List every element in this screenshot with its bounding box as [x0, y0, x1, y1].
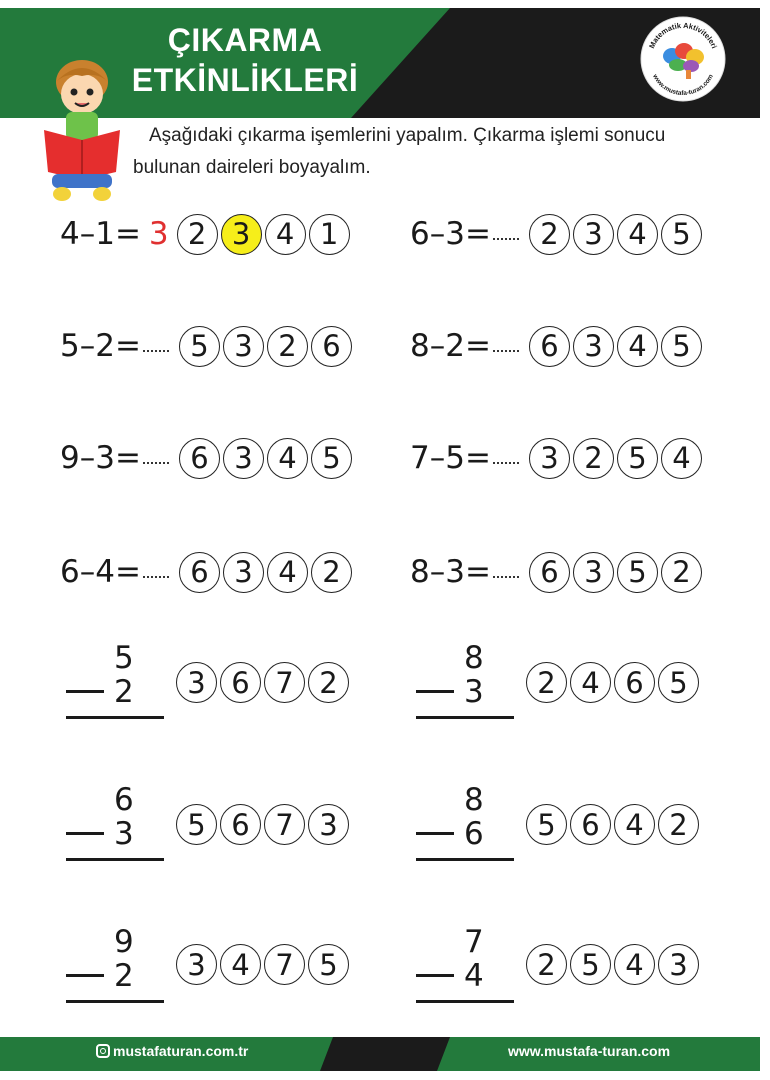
answer-options: [179, 326, 355, 367]
answer-options: [526, 804, 702, 845]
answer-circle[interactable]: 2: [177, 214, 218, 255]
problem-expression: 9–3=: [60, 440, 141, 476]
answer-line[interactable]: [66, 1000, 164, 1003]
answer-circle[interactable]: 5: [661, 214, 702, 255]
instagram-icon: [96, 1044, 110, 1058]
problem-expression: 6–4=: [60, 554, 141, 590]
answer-circle[interactable]: 5: [311, 438, 352, 479]
instruction-text: [133, 120, 743, 184]
answer-circle[interactable]: 3: [308, 804, 349, 845]
minuend: 9: [114, 924, 134, 960]
answer-circle[interactable]: 7: [264, 944, 305, 985]
page-title-line1: ÇIKARMA: [167, 22, 323, 58]
answer-options: [177, 214, 353, 255]
instruction-line1: Aşağıdaki çıkarma işemlerini yapalım. Çıkarma işlemi sonucu: [149, 125, 666, 146]
subtrahend: 3: [114, 816, 134, 852]
problem-row: [60, 548, 355, 596]
answer-blank[interactable]: [143, 566, 169, 578]
answer-circle[interactable]: 5: [179, 326, 220, 367]
answer-circle[interactable]: 2: [658, 804, 699, 845]
answer-blank[interactable]: [143, 452, 169, 464]
answer-circle[interactable]: 6: [220, 662, 261, 703]
answer-circle[interactable]: 5: [661, 326, 702, 367]
answer-options: [176, 804, 352, 845]
answer-circle[interactable]: 5: [308, 944, 349, 985]
answer-options: [526, 662, 702, 703]
problem-expression: 8–2=: [410, 328, 491, 364]
boy-reading-book-icon: [32, 52, 132, 214]
answer-circle[interactable]: 4: [617, 326, 658, 367]
answer-circle[interactable]: 3: [223, 438, 264, 479]
vertical-problem: [64, 782, 164, 862]
problem-row: [60, 322, 355, 370]
minuend: 7: [464, 924, 484, 960]
problem-row: [410, 548, 705, 596]
problem-expression: 6–3=: [410, 216, 491, 252]
subtrahend: 4: [464, 958, 484, 994]
answer-circle[interactable]: 3: [223, 326, 264, 367]
answer-circle[interactable]: 5: [526, 804, 567, 845]
answer-line[interactable]: [66, 858, 164, 861]
subtrahend: 6: [464, 816, 484, 852]
logo-text-top: Matematik Aktiviteleri: [647, 20, 719, 50]
minus-sign: [66, 974, 104, 977]
answer-circle[interactable]: 3: [573, 214, 614, 255]
answer-circle[interactable]: 3: [573, 326, 614, 367]
answer-options: [526, 944, 702, 985]
answer-circle[interactable]: 6: [529, 552, 570, 593]
answer-circle[interactable]: 5: [570, 944, 611, 985]
answer-options: [529, 552, 705, 593]
vertical-problem: [414, 640, 514, 720]
problem-row: [60, 210, 353, 258]
answer-circle[interactable]: 2: [526, 944, 567, 985]
answer-circle[interactable]: 6: [529, 326, 570, 367]
answer-circle[interactable]: 2: [573, 438, 614, 479]
answer-circle[interactable]: 4: [265, 214, 306, 255]
answer-circle[interactable]: 4: [614, 804, 655, 845]
answer-blank[interactable]: [493, 340, 519, 352]
answer-blank[interactable]: [143, 340, 169, 352]
page-title-line2: ETKİNLİKLERİ: [131, 62, 359, 98]
problem-row: [410, 434, 705, 482]
logo-text-bottom: www.mustafa-turan.com: [651, 73, 715, 98]
answer-circle[interactable]: 3: [658, 944, 699, 985]
problem-expression: 8–3=: [410, 554, 491, 590]
problem-expression: 7–5=: [410, 440, 491, 476]
subtrahend: 2: [114, 674, 134, 710]
answer-circle[interactable]: 2: [308, 662, 349, 703]
answer-circle[interactable]: 4: [220, 944, 261, 985]
answer-circle[interactable]: 3: [176, 662, 217, 703]
problem-expression: 4–1=: [60, 216, 141, 252]
answer-circle[interactable]: 1: [309, 214, 350, 255]
minuend: 8: [464, 640, 484, 676]
minus-sign: [66, 690, 104, 693]
footer-website-link[interactable]: www.mustafa-turan.com: [508, 1043, 671, 1059]
problem-row: [60, 434, 355, 482]
problem-expression: 5–2=: [60, 328, 141, 364]
answer-line[interactable]: [66, 716, 164, 719]
answer-circle[interactable]: 5: [617, 552, 658, 593]
answer-options: [529, 438, 705, 479]
minus-sign: [416, 690, 454, 693]
answer-circle[interactable]: 7: [264, 804, 305, 845]
minus-sign: [416, 832, 454, 835]
minuend: 6: [114, 782, 134, 818]
answer-line[interactable]: [416, 1000, 514, 1003]
answer-line[interactable]: [416, 858, 514, 861]
answer-circle[interactable]: 4: [267, 552, 308, 593]
answer-circle-highlighted[interactable]: 3: [221, 214, 262, 255]
brain-icon: [640, 16, 726, 102]
answer-options: [176, 662, 352, 703]
footer-instagram[interactable]: [96, 1043, 248, 1059]
answer-circle[interactable]: 4: [661, 438, 702, 479]
minuend: 8: [464, 782, 484, 818]
answer-circle[interactable]: 6: [220, 804, 261, 845]
answer-circle[interactable]: 3: [529, 438, 570, 479]
subtrahend: 2: [114, 958, 134, 994]
vertical-problem: [64, 924, 164, 1004]
minus-sign: [416, 974, 454, 977]
vertical-problem: [414, 924, 514, 1004]
answer-circle[interactable]: 2: [529, 214, 570, 255]
answer-options: [179, 552, 355, 593]
problem-row: [410, 322, 705, 370]
answer-circle[interactable]: 4: [267, 438, 308, 479]
answer-options: [176, 944, 352, 985]
subtrahend: 3: [464, 674, 484, 710]
answer-circle[interactable]: 5: [176, 804, 217, 845]
problem-row: [410, 210, 705, 258]
answer-circle[interactable]: 2: [311, 552, 352, 593]
minuend: 5: [114, 640, 134, 676]
answer-options: [179, 438, 355, 479]
answer-circle[interactable]: 6: [614, 662, 655, 703]
answer-circle[interactable]: 3: [223, 552, 264, 593]
answer-circle[interactable]: 5: [617, 438, 658, 479]
minus-sign: [66, 832, 104, 835]
answer-blank[interactable]: [493, 228, 519, 240]
answer-circle[interactable]: 3: [573, 552, 614, 593]
answer-circle[interactable]: 3: [176, 944, 217, 985]
problem-answer: 3: [148, 216, 169, 252]
answer-circle[interactable]: 6: [311, 326, 352, 367]
footer-dark-accent: [320, 1037, 450, 1071]
answer-blank[interactable]: [493, 452, 519, 464]
answer-options: [529, 326, 705, 367]
instruction-line2: bulunan daireleri boyayalım.: [133, 157, 371, 178]
answer-blank[interactable]: [493, 566, 519, 578]
vertical-problem: [414, 782, 514, 862]
answer-circle[interactable]: 5: [658, 662, 699, 703]
answer-circle[interactable]: 2: [661, 552, 702, 593]
answer-circle[interactable]: 6: [179, 552, 220, 593]
answer-circle[interactable]: 4: [617, 214, 658, 255]
answer-circle[interactable]: 6: [570, 804, 611, 845]
answer-circle[interactable]: 2: [267, 326, 308, 367]
answer-options: [529, 214, 705, 255]
vertical-problem: [64, 640, 164, 720]
answer-circle[interactable]: 6: [179, 438, 220, 479]
answer-line[interactable]: [416, 716, 514, 719]
answer-circle[interactable]: 7: [264, 662, 305, 703]
footer-left-text: mustafaturan.com.tr: [113, 1043, 249, 1059]
answer-circle[interactable]: 4: [614, 944, 655, 985]
answer-circle[interactable]: 4: [570, 662, 611, 703]
answer-circle[interactable]: 2: [526, 662, 567, 703]
